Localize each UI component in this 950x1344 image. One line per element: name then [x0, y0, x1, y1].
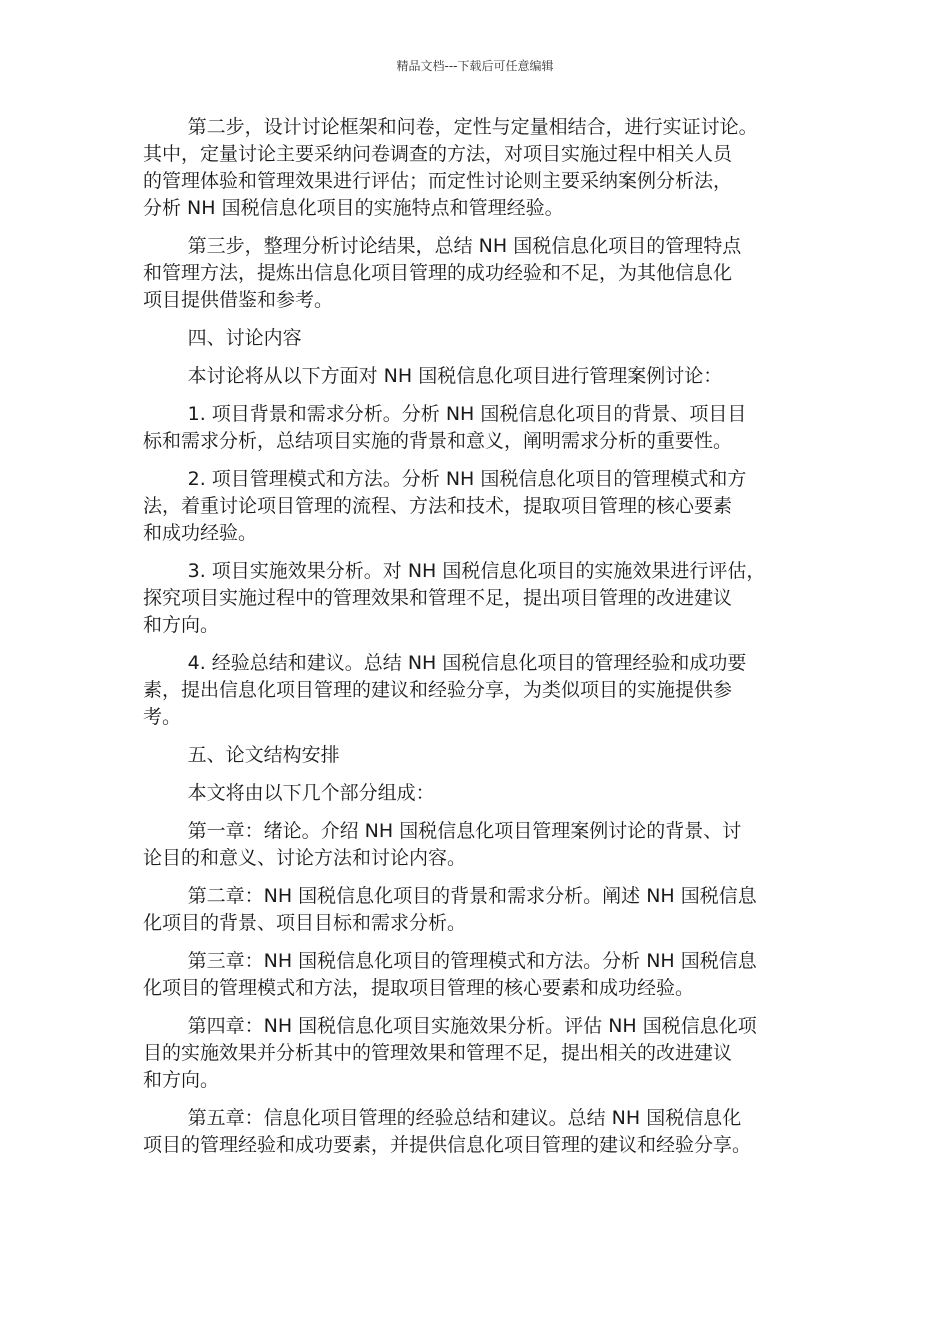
- heading-text: 四、讨论内容: [187, 327, 302, 349]
- section-heading-research-content: [143, 325, 809, 352]
- chapter-4-description: [143, 1013, 809, 1094]
- text-line: 素，提出信息化项目管理的建议和经验分享，为类似项目的实施提供参: [143, 679, 733, 701]
- chapter-1-description: [143, 818, 809, 872]
- text-line: 分析 NH 国税信息化项目的实施特点和管理经验。: [143, 197, 564, 219]
- text-line: 2. 项目管理模式和方法。分析 NH 国税信息化项目的管理模式和方: [187, 468, 747, 490]
- text-line: 1. 项目背景和需求分析。分析 NH 国税信息化项目的背景、项目目: [187, 403, 747, 425]
- list-item-3: [143, 558, 809, 639]
- text-line: 的管理体验和管理效果进行评估；而定性讨论则主要采纳案例分析法，: [143, 170, 733, 192]
- paragraph-structure-intro: [143, 780, 809, 807]
- text-line: 论目的和意义、讨论方法和讨论内容。: [143, 847, 467, 869]
- text-line: 化项目的背景、项目目标和需求分析。: [143, 912, 467, 934]
- chapter-3-description: [143, 948, 809, 1002]
- text-line: 3. 项目实施效果分析。对 NH 国税信息化项目的实施效果进行评估，: [187, 560, 766, 582]
- text-line: 其中，定量讨论主要采纳问卷调查的方法，对项目实施过程中相关人员: [143, 143, 733, 165]
- text-line: 第三步，整理分析讨论结果，总结 NH 国税信息化项目的管理特点: [187, 235, 742, 257]
- text-line: 本文将由以下几个部分组成：: [187, 782, 435, 804]
- text-line: 法，着重讨论项目管理的流程、方法和技术，提取项目管理的核心要素: [143, 495, 733, 517]
- list-item-2: [143, 466, 809, 547]
- text-line: 考。: [143, 706, 182, 728]
- paragraph-step-three: [143, 233, 809, 314]
- text-line: 和方向。: [143, 1069, 220, 1091]
- text-line: 标和需求分析，总结项目实施的背景和意义，阐明需求分析的重要性。: [143, 430, 733, 452]
- text-line: 第四章：NH 国税信息化项目实施效果分析。评估 NH 国税信息化项: [187, 1015, 757, 1037]
- page-header: 精品文档---下载后可任意编辑: [396, 59, 554, 73]
- chapter-2-description: [143, 883, 809, 937]
- paragraph-step-two: [143, 114, 809, 222]
- text-line: 和成功经验。: [143, 522, 258, 544]
- text-line: 项目提供借鉴和参考。: [143, 289, 334, 311]
- text-line: 和方向。: [143, 614, 220, 636]
- text-line: 化项目的管理模式和方法，提取项目管理的核心要素和成功经验。: [143, 977, 695, 999]
- section-heading-structure: [143, 742, 809, 769]
- text-line: 项目的管理经验和成功要素，并提供信息化项目管理的建议和经验分享。: [143, 1134, 752, 1156]
- text-line: 和管理方法，提炼出信息化项目管理的成功经验和不足，为其他信息化: [143, 262, 733, 284]
- text-line: 第二步，设计讨论框架和问卷，定性与定量相结合，进行实证讨论。: [187, 116, 758, 138]
- text-line: 本讨论将从以下方面对 NH 国税信息化项目进行管理案例讨论：: [187, 365, 723, 387]
- list-item-1: [143, 401, 809, 455]
- text-line: 第五章：信息化项目管理的经验总结和建议。总结 NH 国税信息化: [187, 1107, 742, 1129]
- text-line: 第一章：绪论。介绍 NH 国税信息化项目管理案例讨论的背景、讨: [187, 820, 742, 842]
- text-line: 4. 经验总结和建议。总结 NH 国税信息化项目的管理经验和成功要: [187, 652, 747, 674]
- heading-text: 五、论文结构安排: [187, 744, 340, 766]
- document-body: [143, 114, 809, 1170]
- chapter-5-description: [143, 1105, 809, 1159]
- text-line: 目的实施效果并分析其中的管理效果和管理不足，提出相关的改进建议: [143, 1042, 733, 1064]
- text-line: 探究项目实施过程中的管理效果和管理不足，提出项目管理的改进建议: [143, 587, 733, 609]
- paragraph-research-intro: [143, 363, 809, 390]
- text-line: 第三章：NH 国税信息化项目的管理模式和方法。分析 NH 国税信息: [187, 950, 757, 972]
- list-item-4: [143, 650, 809, 731]
- text-line: 第二章：NH 国税信息化项目的背景和需求分析。阐述 NH 国税信息: [187, 885, 757, 907]
